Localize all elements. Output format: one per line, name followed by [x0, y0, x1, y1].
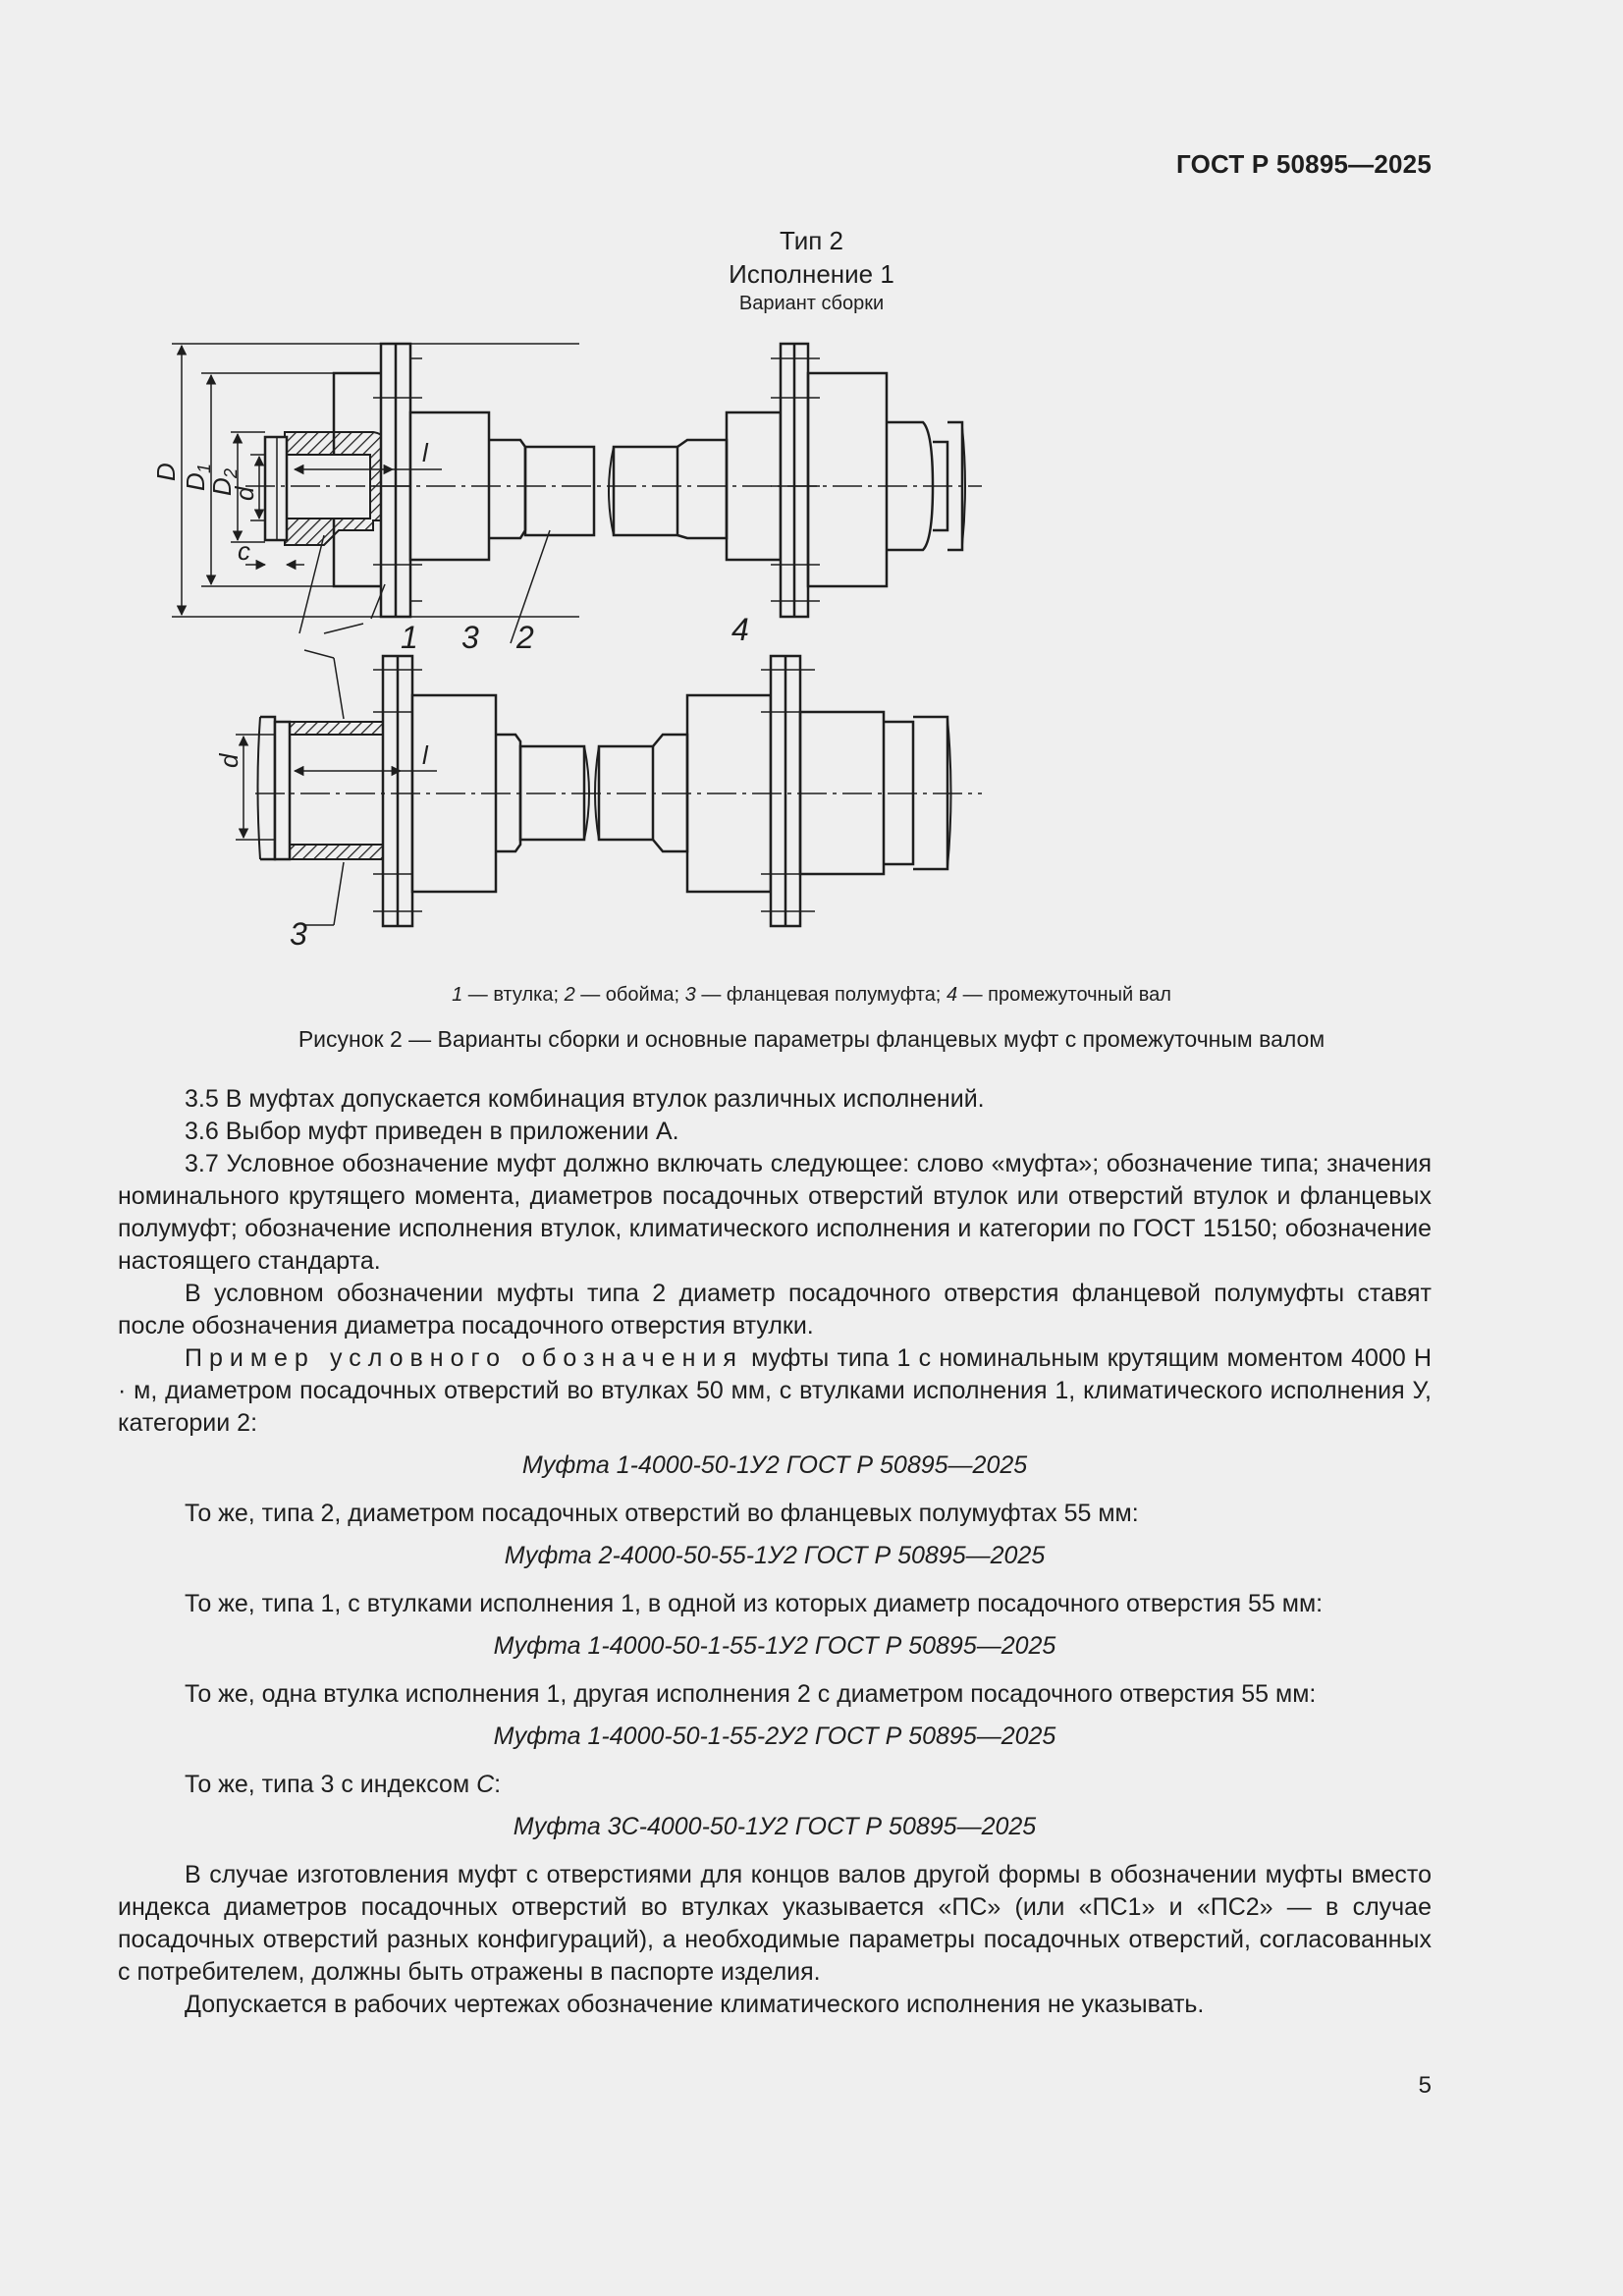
paragraph-same-type3 [118, 1769, 1432, 1801]
example-text: муфты типа 1 с номинальным крутящим моментом 4000 Н · м, диаметром посадочных отверстий во втулках 50 мм, с втулками исполнения 1, климатического исполнения У, категории 2: [118, 1344, 1433, 1437]
example-label: Пример условного обозначения [185, 1344, 743, 1372]
example-designation-1: Муфта 1-4000-50-1У2 ГОСТ Р 50895—2025 [521, 1451, 1028, 1479]
bottom-assembly [236, 650, 982, 926]
legend-n3: 3 [684, 984, 696, 1006]
paragraph-3-7: 3.7 Условное обозначение муфт должно включать следующее: слово «муфта»; обозначение типа; значения номинального крутящего момента, диаметров посадочных отверстий втулок или отверстий втулок и фланцевых полумуфт; обозначение исполнения втулок, климатического исполнения и категории по ГОСТ 15150; обозначение настоящего стандарта. [118, 1150, 1432, 1275]
dim-d-top: d [230, 486, 259, 501]
document-header: ГОСТ Р 50895—2025 [1176, 149, 1432, 179]
figure-variant-label: Вариант сборки [738, 293, 885, 314]
dim-D1-sub: 1 [194, 463, 214, 473]
paragraph-example [118, 1342, 1432, 1440]
paragraph-same-type1: То же, типа 1, с втулками исполнения 1, в одной из которых диаметр посадочного отверстия 55 мм: [185, 1590, 1324, 1617]
callout-1: 1 [401, 620, 418, 655]
paragraph-type2: В условном обозначении муфты типа 2 диаметр посадочного отверстия фланцевой полумуфты ставят после обозначения диаметра посадочного отверстия втулки. [118, 1280, 1432, 1339]
coupling-drawing [151, 324, 1345, 953]
legend-t3: — фланцевая полумуфта; [695, 984, 947, 1006]
example-designation-5: Муфта 3С-4000-50-1У2 ГОСТ Р 50895—2025 [513, 1813, 1037, 1840]
dim-D: D [151, 463, 181, 481]
dim-D2-sub: 2 [221, 467, 241, 478]
callout-2: 2 [516, 620, 534, 655]
dim-D2: D [207, 477, 237, 496]
figure-caption: Рисунок 2 — Варианты сборки и основные параметры фланцевых муфт с промежуточным валом [298, 1026, 1325, 1052]
callout-4: 4 [731, 612, 749, 647]
example-designation-3: Муфта 1-4000-50-1-55-1У2 ГОСТ Р 50895—2025 [493, 1632, 1056, 1660]
example-designation-4: Муфта 1-4000-50-1-55-2У2 ГОСТ Р 50895—2025 [493, 1722, 1056, 1750]
paragraph-other-shapes: В случае изготовления муфт с отверстиями для концов валов другой формы в обозначении муфты вместо индекса диаметров посадочных отверстий во втулках указывается «ПС» (или «ПС1» и «ПС2» — в случае посадочных отверстий разных конфигураций), а необходимые параметры посадочных отверстий, согласованных с потребителем, должны быть отражены в паспорте изделия. [118, 1861, 1432, 1986]
paragraph-3-6: 3.6 Выбор муфт приведен в приложении А. [185, 1118, 679, 1145]
paragraph-3-5: 3.5 В муфтах допускается комбинация втулок различных исполнений. [185, 1085, 985, 1113]
figure-type-label: Тип 2 [779, 226, 844, 255]
callout-3-bottom: 3 [290, 916, 307, 952]
dim-l-bottom: l [422, 740, 428, 770]
dim-l-top: l [422, 438, 428, 467]
figure-execution-label: Исполнение 1 [729, 259, 894, 289]
figure-legend [0, 984, 1623, 1007]
legend-n4: 4 [946, 984, 958, 1006]
dim-D1: D [181, 472, 210, 491]
same3-end: : [494, 1771, 502, 1798]
legend-n1: 1 [452, 984, 463, 1006]
body-text [118, 1083, 1432, 2021]
dim-c: c [238, 536, 250, 566]
example-designation-2: Муфта 2-4000-50-55-1У2 ГОСТ Р 50895—2025 [504, 1542, 1046, 1569]
legend-t1: — втулка; [462, 984, 565, 1006]
page-number: 5 [1418, 2072, 1432, 2099]
legend-t2: — обойма; [574, 984, 685, 1006]
dim-d-bottom: d [214, 753, 243, 768]
paragraph-same-one-sleeve: То же, одна втулка исполнения 1, другая исполнения 2 с диаметром посадочного отверстия 55 мм: [185, 1680, 1317, 1708]
callout-3-top: 3 [461, 620, 479, 655]
legend-n2: 2 [564, 984, 575, 1006]
paragraph-same-type2: То же, типа 2, диаметром посадочных отверстий во фланцевых полумуфтах 55 мм: [185, 1500, 1139, 1527]
legend-t4: — промежуточный вал [957, 984, 1171, 1006]
paragraph-allowed: Допускается в рабочих чертежах обозначение климатического исполнения не указывать. [185, 1991, 1205, 2018]
top-assembly [172, 344, 982, 643]
same3-text: То же, типа 3 с индексом [185, 1771, 477, 1798]
same3-index: С [476, 1771, 495, 1798]
